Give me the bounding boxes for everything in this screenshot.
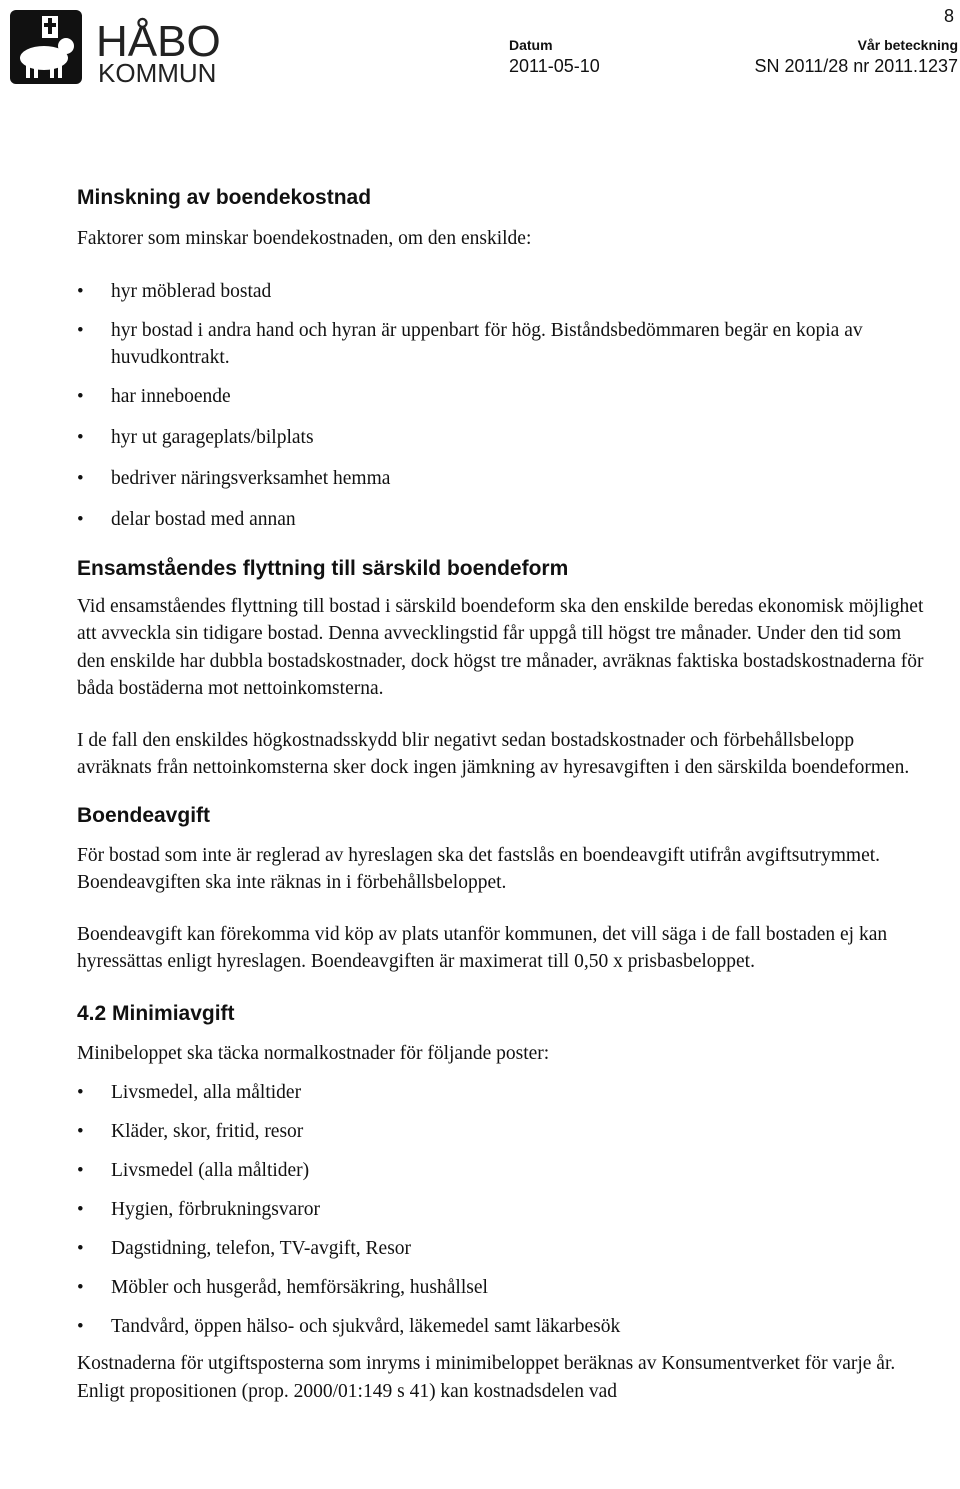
header-reference <box>755 36 959 78</box>
reference-value: SN 2011/28 nr 2011.1237 <box>754 56 958 76</box>
paragraph: Kostnaderna för utgiftsposterna som inryms i minimibeloppet beräknas av Konsumentverket för varje år. Enligt propositionen (prop. 2000/01:149 s 41) kan kostnadsdelen vad <box>77 1353 896 1402</box>
bullet-list-factors <box>77 278 927 533</box>
logo-text-habo: HÅBO <box>96 17 221 66</box>
section-intro: Minibeloppet ska täcka normalkostnader för följande poster: <box>77 1042 550 1064</box>
document-body <box>77 184 927 1405</box>
header-date <box>509 36 600 78</box>
paragraph: Boendeavgift kan förekomma vid köp av plats utanför kommunen, det vill säga i de fall bostaden ej kan hyressättas enligt hyreslagen. Boendeavgiften är maximerat till 0,50 x prisbasbeloppet. <box>77 923 888 972</box>
section-heading-minimiavgift: 4.2 Minimiavgift <box>77 1001 235 1025</box>
list-item: • hyr bostad i andra hand och hyran är uppenbart för hög. Biståndsbedömmaren begär en kopia av huvudkontrakt. <box>77 317 927 371</box>
list-item: • Tandvård, öppen hälso- och sjukvård, läkemedel samt läkarbesök <box>77 1313 927 1340</box>
date-value: 2011-05-10 <box>509 56 600 76</box>
list-item: • Livsmedel (alla måltider) <box>77 1157 927 1184</box>
paragraph: I de fall den enskildes högkostnadsskydd blir negativt sedan bostadskostnader och förbehållsbelopp avräknats från nettoinkomsterna sker dock ingen jämkning av hyresavgiften i den särskilda boendeformen. <box>77 729 910 778</box>
section-heading-minskning: Minskning av boendekostnad <box>77 186 372 209</box>
list-item: • Dagstidning, telefon, TV-avgift, Resor <box>77 1235 927 1262</box>
list-item: • delar bostad med annan <box>77 506 927 533</box>
list-item: • Hygien, förbrukningsvaror <box>77 1196 927 1223</box>
section-heading-ensamstaendes: Ensamståendes flyttning till särskild boendeform <box>77 556 569 580</box>
list-item: • Möbler och husgeråd, hemförsäkring, hushållsel <box>77 1274 927 1301</box>
list-item: • har inneboende <box>77 383 927 410</box>
list-item: • bedriver näringsverksamhet hemma <box>77 465 927 492</box>
list-item: • hyr möblerad bostad <box>77 278 927 305</box>
habo-kommun-logo <box>6 6 236 86</box>
list-item: • Kläder, skor, fritid, resor <box>77 1118 927 1145</box>
paragraph: För bostad som inte är reglerad av hyreslagen ska det fastslås en boendeavgift utifrån avgiftsutrymmet. Boendeavgiften ska inte räknas in i förbehållsbeloppet. <box>77 844 881 893</box>
paragraph: Vid ensamståendes flyttning till bostad i särskild boendeform ska den enskilde beredas ekonomisk möjlighet att avveckla sin tidigare bostad. Denna avvecklingstid får uppgå till högst tre månader. Under den tid som den enskilde har dubbla bostadskostnader, dock högst tre månader, avräknas faktiska bostadskostnaderna för båda bostäderna mot nettoinkomsterna. <box>77 595 924 699</box>
list-item: • hyr ut garageplats/bilplats <box>77 424 927 451</box>
reference-label: Vår beteckning <box>857 37 958 53</box>
section-intro: Faktorer som minskar boendekostnaden, om den enskilde: <box>77 228 532 249</box>
date-label: Datum <box>509 37 553 53</box>
section-heading-boendeavgift: Boendeavgift <box>77 803 211 827</box>
bullet-list-posts <box>77 1079 927 1340</box>
page-number: 8 <box>943 6 954 26</box>
logo-text-kommun: KOMMUN <box>98 58 217 86</box>
list-item: • Livsmedel, alla måltider <box>77 1079 927 1106</box>
